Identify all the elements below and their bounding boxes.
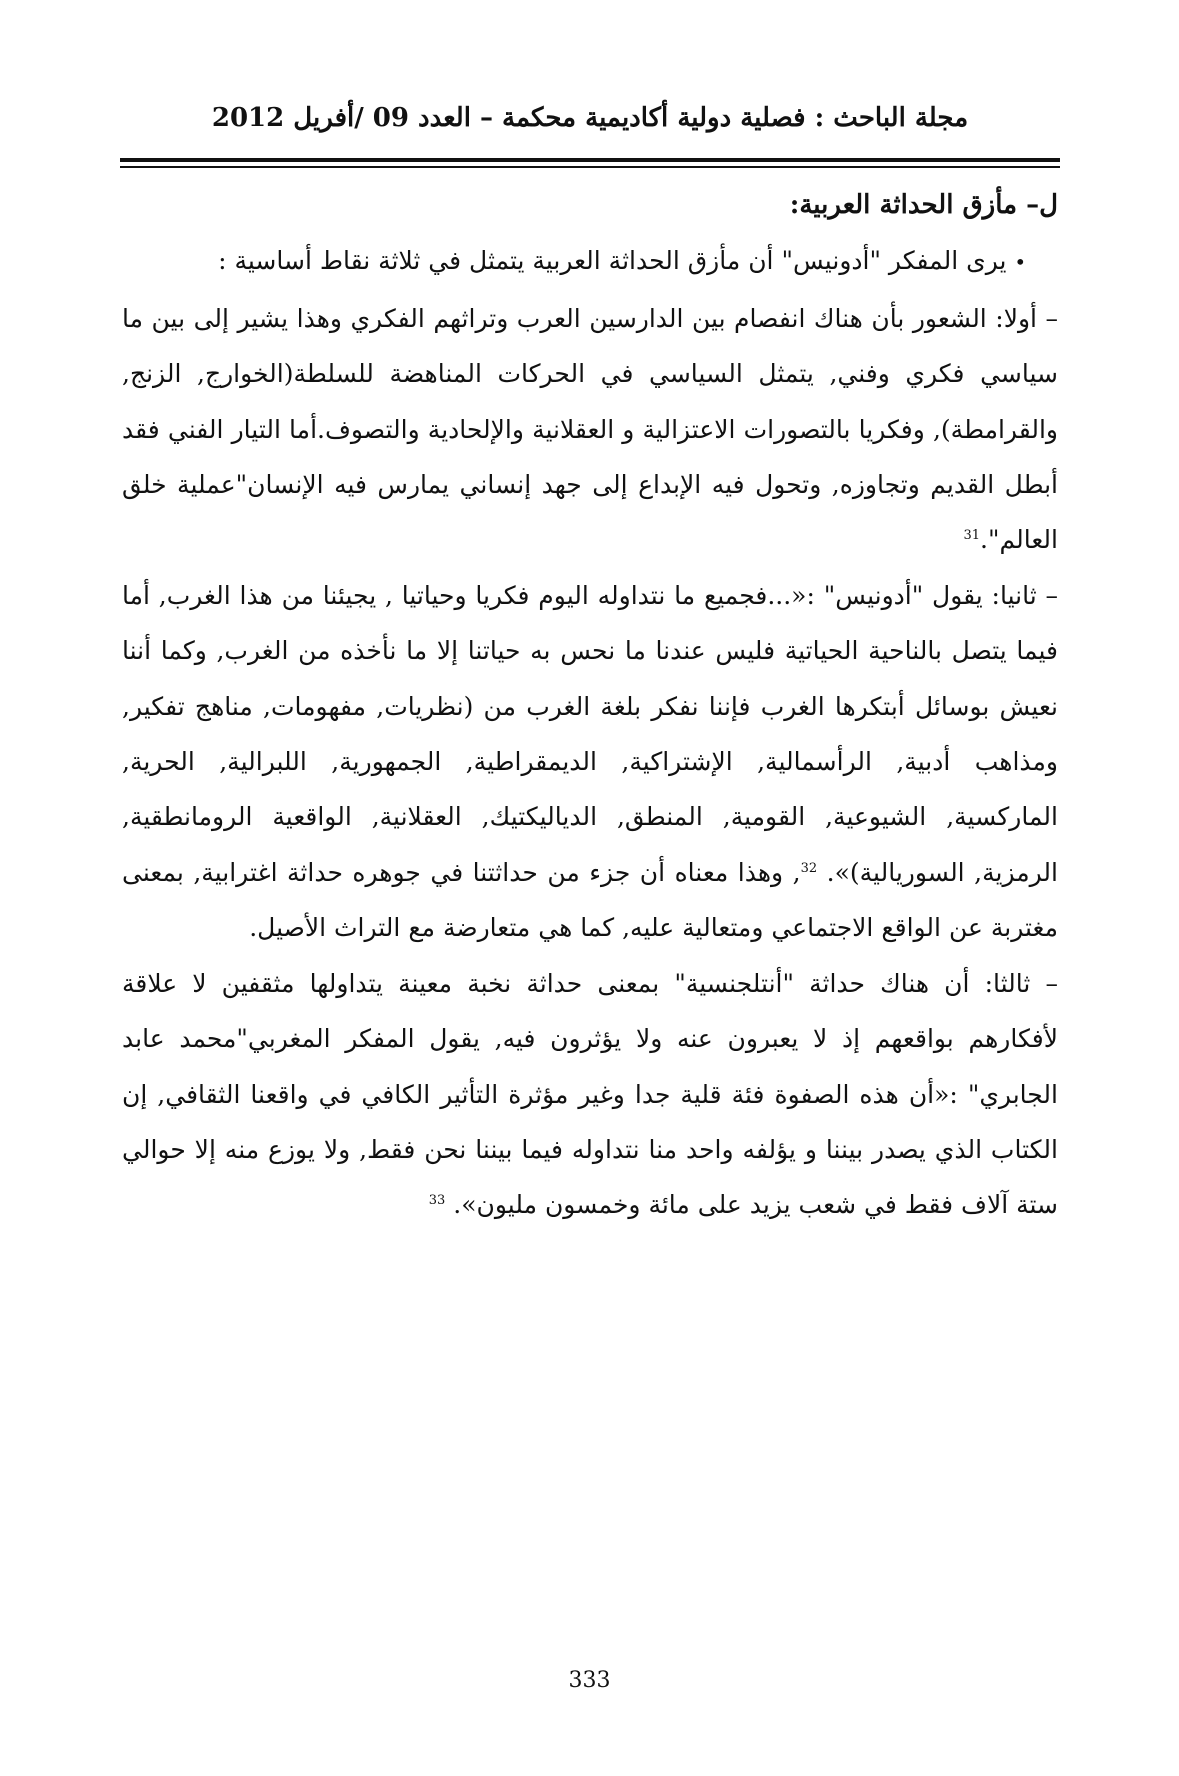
footnote-ref-32: 32 — [800, 860, 818, 876]
bullet-icon: • — [1014, 250, 1027, 275]
third-point-text: – ثالثا: أن هناك حداثة "أنتلجنسية" بمعنى حداثة نخبة معينة يتداولها مثقفين لا علاقة لأفكارهم بواقعهم إذ لا يعبرون عنه ولا يؤثرون فيه, يقول المفكر المغربي"محمد عابد الجابري" :«أن هذه الصفوة فئة قلية جدا وغير مؤثرة التأثير الكافي في واقعنا الثقافي, إن الكتاب الذي يصدر بيننا و يؤلفه واحد منا نتداوله فيما بيننا نحن فقط, ولا يوزع منه إلا حوالي ستة آلاف فقط في شعب يزيد على مائة وخمسون مليون». — [122, 968, 1058, 1220]
first-point-text: – أولا: الشعور بأن هناك انفصام بين الدارسين العرب وتراثهم الفكري وهذا يشير إلى بين ما سياسي فكري وفني, يتمثل السياسي في الحركات المناهضة للسلطة(الخوارج, الزنج, والقرامطة), وفكريا بالتصورات الاعتزالية و العقلانية والإلحادية والتصوف.أما التيار الفني فقد أبطل القديم وتجاوزه, وتحول فيه الإبداع إلى جهد إنساني يمارس فيه الإنسان"عملية خلق العالم". — [122, 303, 1058, 555]
second-point-tail: , وهذا معناه أن جزء من حداثتنا في جوهره حداثة اغترابية, بمعنى مغتربة عن الواقع الاجتماعي ومتعالية عليه, كما هي متعارضة مع التراث الأصيل. — [122, 857, 1058, 943]
footnote-ref-33: 33 — [428, 1193, 446, 1209]
page-number: 333 — [568, 1668, 611, 1693]
journal-header: مجلة الباحث : فصلية دولية أكاديمية محكمة – العدد 09 /أفريل 2012 — [211, 103, 969, 133]
paragraph-first — [122, 291, 1058, 568]
second-point-text: – ثانيا: يقول "أدونيس" :«...فجميع ما نتداوله اليوم فكريا وحياتيا , يجيئنا من هذا الغرب, أما فيما يتصل بالناحية الحياتية فليس عندنا ما نحس به حياتنا إلا ما نأخذه من الغرب, وكما أننا نعيش بوسائل أبتكرها الغرب فإننا نفكر بلغة الغرب من (نظريات, مفهومات, مناهج تفكير, ومذاهب أدبية, الرأسمالية, الإشتراكية, الديمقراطية, الجمهورية, اللبرالية, الحرية, الماركسية, الشيوعية, القومية, المنطق, الدياليكتيك, العقلانية, الواقعية الرومانطقية, الرمزية, السوريالية)». — [122, 580, 1058, 887]
paragraph-third — [122, 956, 1058, 1233]
article-body — [122, 178, 1058, 1233]
section-title: ل– مأزق الحداثة العربية: — [789, 190, 1058, 220]
header-rule-thin — [120, 166, 1060, 168]
paragraph-second — [122, 568, 1058, 956]
intro-text: يرى المفكر "أدونيس" أن مأزق الحداثة العربية يتمثل في ثلاثة نقاط أساسية : — [218, 246, 1007, 276]
header-rule-thick — [120, 158, 1060, 162]
paragraph-intro — [122, 233, 1058, 290]
footnote-ref-31: 31 — [963, 528, 981, 544]
